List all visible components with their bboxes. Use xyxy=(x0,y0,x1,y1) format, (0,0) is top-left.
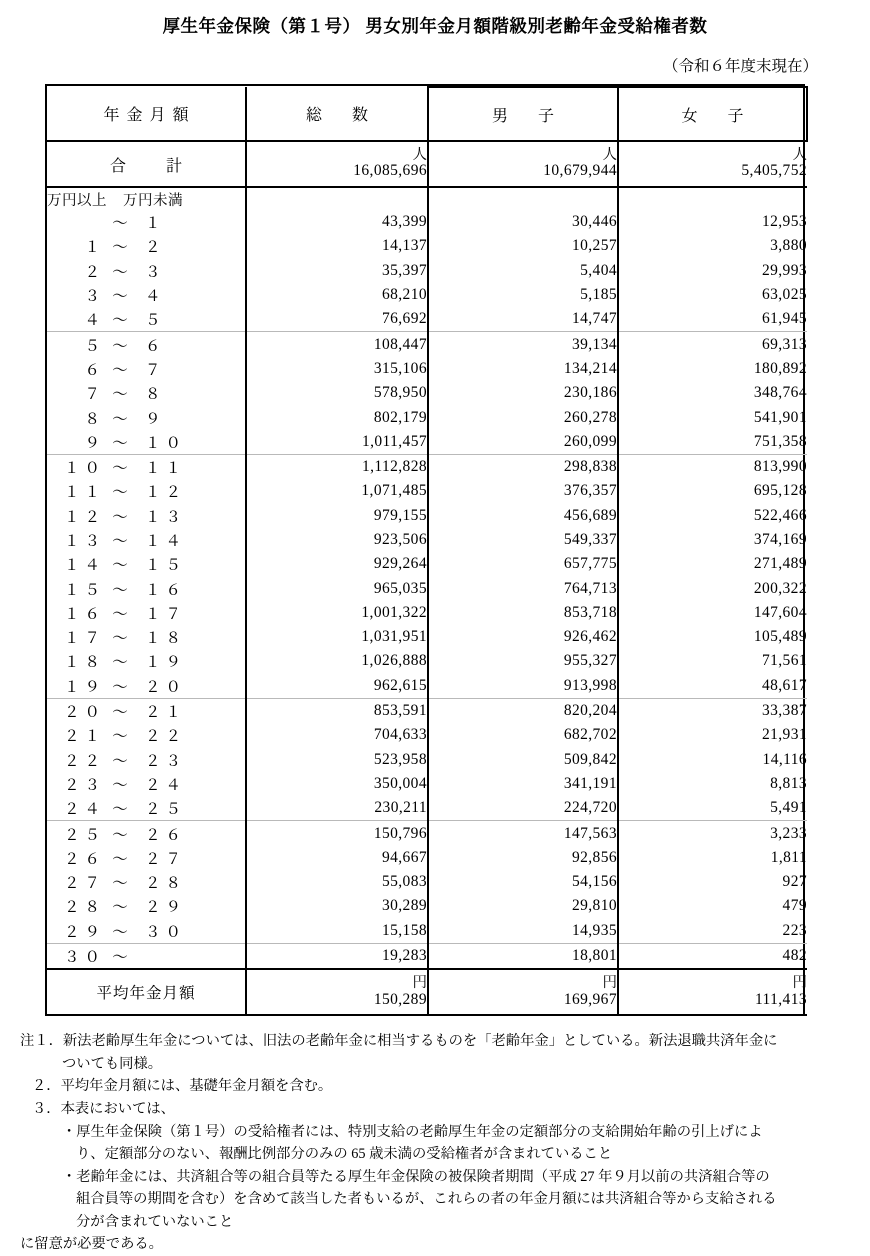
cell-male: 260,278 xyxy=(428,405,618,429)
range-lower-bound: １５ xyxy=(63,581,105,599)
table-row xyxy=(47,528,807,552)
grand-total-label: 合 計 xyxy=(47,141,246,187)
range-tilde: 〜 xyxy=(112,263,128,281)
cell-total: 962,615 xyxy=(246,674,428,699)
cell-total: 1,071,485 xyxy=(246,479,428,503)
range-lower-bound: １４ xyxy=(63,557,105,575)
cell-male: 10,257 xyxy=(428,234,618,258)
table-row xyxy=(47,625,807,649)
cell-male: 853,718 xyxy=(428,601,618,625)
table-row xyxy=(47,674,807,699)
range-upper-bound: ２５ xyxy=(145,801,187,819)
table-row xyxy=(47,381,807,405)
range-tilde: 〜 xyxy=(112,949,128,967)
cell-male: 764,713 xyxy=(428,576,618,600)
range-lower-bound: １８ xyxy=(63,654,105,672)
range-upper-bound: １０ xyxy=(145,434,187,452)
range-upper-bound: １４ xyxy=(145,533,187,550)
table-row xyxy=(47,234,807,258)
unit-yen-female: 円 xyxy=(792,975,807,992)
row-range-label xyxy=(47,846,246,870)
unit-people-total: 人 xyxy=(412,147,427,164)
range-lower-bound: ２７ xyxy=(63,875,105,893)
row-range-label xyxy=(47,601,246,625)
range-upper-bound: ２２ xyxy=(145,728,187,746)
range-tilde: 〜 xyxy=(112,557,128,575)
cell-male: 509,842 xyxy=(428,748,618,772)
bracket-lower-unit: 万円以上 xyxy=(47,192,107,209)
range-tilde: 〜 xyxy=(112,460,128,478)
range-upper-bound: １ xyxy=(145,215,166,233)
table-row xyxy=(47,772,807,796)
cell-male: 260,099 xyxy=(428,430,618,455)
cell-male: 29,810 xyxy=(428,894,618,918)
cell-male: 134,214 xyxy=(428,357,618,381)
cell-total: 523,958 xyxy=(246,748,428,772)
range-upper-bound: ２３ xyxy=(145,752,187,770)
footnote-1-line-1: 注１．新法老齢厚生年金については、旧法の老齢年金に相当するものを「老齢年金」としている。新法退職共済年金に xyxy=(20,1033,778,1050)
range-lower-bound: １０ xyxy=(63,460,105,478)
table-row xyxy=(47,552,807,576)
cell-female: 751,358 xyxy=(618,430,807,455)
range-upper-bound: １６ xyxy=(145,581,187,599)
range-tilde: 〜 xyxy=(112,826,128,844)
cell-male: 549,337 xyxy=(428,528,618,552)
cell-male: 5,185 xyxy=(428,283,618,307)
cell-total: 55,083 xyxy=(246,870,428,894)
cell-male: 820,204 xyxy=(428,698,618,723)
footnote-1-line-2: ついても同様。 xyxy=(62,1055,163,1072)
cell-total: 979,155 xyxy=(246,504,428,528)
range-tilde: 〜 xyxy=(112,484,128,502)
range-tilde: 〜 xyxy=(112,410,128,428)
footnote-3: ３．本表においては、 xyxy=(32,1100,175,1117)
cell-total: 94,667 xyxy=(246,846,428,870)
range-lower-bound: ９ xyxy=(84,434,105,452)
table-row xyxy=(47,894,807,918)
average-female: 111,413 xyxy=(754,990,807,1008)
range-tilde: 〜 xyxy=(112,434,128,452)
range-lower-bound: ２８ xyxy=(63,899,105,917)
row-range-label xyxy=(47,357,246,381)
row-range-label xyxy=(47,625,246,649)
table-row xyxy=(47,210,807,234)
value-total: 16,085,696 xyxy=(353,162,427,180)
footnotes xyxy=(10,1030,860,1256)
row-range-label xyxy=(47,576,246,600)
range-tilde: 〜 xyxy=(112,801,128,819)
as-of-date: （令和６年度末現在） xyxy=(662,58,818,75)
cell-male: 147,563 xyxy=(428,821,618,846)
cell-total: 43,399 xyxy=(246,210,428,234)
cell-total: 19,283 xyxy=(246,943,428,968)
row-range-label xyxy=(47,210,246,234)
cell-female: 147,604 xyxy=(618,601,807,625)
table-row xyxy=(47,332,807,357)
range-tilde: 〜 xyxy=(112,875,128,893)
table-row xyxy=(47,723,807,747)
range-tilde: 〜 xyxy=(112,288,128,306)
range-lower-bound: ３ xyxy=(84,288,105,306)
row-range-label xyxy=(47,234,246,258)
range-lower-bound: ２ xyxy=(84,263,105,281)
bracket-unit-header-row xyxy=(47,187,807,210)
cell-female: 200,322 xyxy=(618,576,807,600)
range-upper-bound: ６ xyxy=(145,337,166,355)
table-row xyxy=(47,479,807,503)
row-range-label xyxy=(47,307,246,332)
cell-female: 48,617 xyxy=(618,674,807,699)
cell-total: 929,264 xyxy=(246,552,428,576)
cell-female: 1,811 xyxy=(618,846,807,870)
unit-yen-male: 円 xyxy=(602,975,617,992)
range-upper-bound: １１ xyxy=(145,460,187,478)
cell-total: 923,506 xyxy=(246,528,428,552)
range-lower-bound: ２９ xyxy=(63,923,105,941)
cell-male: 682,702 xyxy=(428,723,618,747)
table-row xyxy=(47,698,807,723)
row-range-label xyxy=(47,772,246,796)
range-upper-bound: ８ xyxy=(145,386,166,404)
cell-male: 341,191 xyxy=(428,772,618,796)
row-range-label xyxy=(47,894,246,918)
cell-female: 12,953 xyxy=(618,210,807,234)
grand-total-value-male xyxy=(428,141,618,187)
footnote-2: ２．平均年金月額には、基礎年金月額を含む。 xyxy=(32,1078,333,1095)
cell-total: 853,591 xyxy=(246,698,428,723)
table-row xyxy=(47,504,807,528)
cell-male: 376,357 xyxy=(428,479,618,503)
cell-total: 704,633 xyxy=(246,723,428,747)
cell-female: 105,489 xyxy=(618,625,807,649)
range-upper-bound: １９ xyxy=(145,654,187,672)
table-row xyxy=(47,430,807,455)
table-row xyxy=(47,576,807,600)
table-row xyxy=(47,821,807,846)
range-tilde: 〜 xyxy=(112,605,128,623)
cell-female: 223 xyxy=(618,919,807,944)
table-row xyxy=(47,454,807,479)
row-range-label xyxy=(47,723,246,747)
range-lower-bound: ６ xyxy=(84,361,105,379)
unit-people-male: 人 xyxy=(602,147,617,164)
footnote-conclusion: に留意が必要である。 xyxy=(20,1236,163,1253)
row-range-label xyxy=(47,919,246,944)
cell-female: 61,945 xyxy=(618,307,807,332)
range-upper-bound: ７ xyxy=(145,361,166,379)
cell-total: 802,179 xyxy=(246,405,428,429)
column-header-female: 女 子 xyxy=(618,87,807,141)
range-tilde: 〜 xyxy=(112,215,128,233)
range-tilde: 〜 xyxy=(112,337,128,355)
row-range-label xyxy=(47,504,246,528)
range-lower-bound: ８ xyxy=(84,410,105,428)
range-lower-bound: ３０ xyxy=(63,949,105,967)
table-row xyxy=(47,846,807,870)
cell-total: 108,447 xyxy=(246,332,428,357)
row-range-label xyxy=(47,259,246,283)
range-upper-bound: １２ xyxy=(145,484,187,502)
range-lower-bound: １ xyxy=(84,239,105,257)
range-upper-bound: ２０ xyxy=(145,678,187,696)
range-upper-bound: ３０ xyxy=(145,923,187,941)
row-range-label xyxy=(47,332,246,357)
range-lower-bound: １９ xyxy=(63,678,105,696)
column-header-total: 総 数 xyxy=(246,87,428,141)
table-row xyxy=(47,748,807,772)
range-upper-bound: １５ xyxy=(145,557,187,575)
unit-yen-total: 円 xyxy=(412,975,427,992)
cell-female: 180,892 xyxy=(618,357,807,381)
footnote-3-bullet-2-line-3: 分が含まれていないこと xyxy=(76,1213,234,1230)
cell-male: 39,134 xyxy=(428,332,618,357)
range-lower-bound: １２ xyxy=(63,508,105,526)
cell-male: 230,186 xyxy=(428,381,618,405)
cell-total: 35,397 xyxy=(246,259,428,283)
cell-total: 1,031,951 xyxy=(246,625,428,649)
row-range-label xyxy=(47,454,246,479)
cell-female: 541,901 xyxy=(618,405,807,429)
footnote-3-bullet-2-line-1: ・老齢年金には、共済組合等の組合員等たる厚生年金保険の被保険者期間（平成 27 年９月以前の共済組合等の xyxy=(62,1168,770,1185)
cell-total: 1,011,457 xyxy=(246,430,428,455)
table-row xyxy=(47,649,807,673)
range-tilde: 〜 xyxy=(112,923,128,941)
range-lower-bound: ２０ xyxy=(63,704,105,722)
cell-total: 15,158 xyxy=(246,919,428,944)
range-tilde: 〜 xyxy=(112,533,128,550)
cell-female: 21,931 xyxy=(618,723,807,747)
cell-male: 456,689 xyxy=(428,504,618,528)
range-lower-bound: ７ xyxy=(84,386,105,404)
footnote-3-bullet-1-line-1: ・厚生年金保険（第１号）の受給権者には、特別支給の老齢厚生年金の定額部分の支給開始年齢の引上げによ xyxy=(62,1123,763,1140)
range-lower-bound: １３ xyxy=(63,533,105,550)
cell-total: 350,004 xyxy=(246,772,428,796)
range-tilde: 〜 xyxy=(112,752,128,770)
range-upper-bound: ２６ xyxy=(145,826,187,844)
table-body xyxy=(47,210,807,968)
range-lower-bound: １７ xyxy=(63,630,105,648)
range-tilde: 〜 xyxy=(112,386,128,404)
cell-male: 14,747 xyxy=(428,307,618,332)
row-range-label xyxy=(47,698,246,723)
cell-male: 657,775 xyxy=(428,552,618,576)
table-header-row xyxy=(47,87,807,141)
cell-female: 522,466 xyxy=(618,504,807,528)
average-value-total xyxy=(246,969,428,1015)
range-lower-bound: ５ xyxy=(84,337,105,355)
range-tilde: 〜 xyxy=(112,630,128,648)
table-row xyxy=(47,405,807,429)
column-header-pension-amount: 年金月額 xyxy=(47,87,246,141)
cell-female: 482 xyxy=(618,943,807,968)
cell-male: 14,935 xyxy=(428,919,618,944)
cell-total: 578,950 xyxy=(246,381,428,405)
row-range-label xyxy=(47,405,246,429)
average-label: 平均年金月額 xyxy=(47,969,246,1015)
cell-female: 3,233 xyxy=(618,821,807,846)
page-title: 厚生年金保険（第１号） 男女別年金月額階級別老齢年金受給権者数 xyxy=(162,16,708,36)
cell-male: 92,856 xyxy=(428,846,618,870)
bracket-unit-header xyxy=(47,187,246,210)
cell-female: 63,025 xyxy=(618,283,807,307)
column-header-male: 男 子 xyxy=(428,87,618,141)
cell-male: 298,838 xyxy=(428,454,618,479)
cell-female: 14,116 xyxy=(618,748,807,772)
footnote-3-bullet-2-line-2: 組合員等の期間を含む）を含めて該当した者もいるが、これらの者の年金月額には共済組合等から支給される xyxy=(76,1191,777,1208)
row-range-label xyxy=(47,748,246,772)
range-tilde: 〜 xyxy=(112,850,128,868)
cell-male: 30,446 xyxy=(428,210,618,234)
range-lower-bound: ２５ xyxy=(63,826,105,844)
table-row xyxy=(47,919,807,944)
range-tilde: 〜 xyxy=(112,581,128,599)
row-range-label xyxy=(47,943,246,968)
cell-male: 54,156 xyxy=(428,870,618,894)
cell-total: 230,211 xyxy=(246,796,428,821)
value-male: 10,679,944 xyxy=(543,162,617,180)
table-row xyxy=(47,357,807,381)
cell-male: 955,327 xyxy=(428,649,618,673)
cell-female: 8,813 xyxy=(618,772,807,796)
range-upper-bound: １７ xyxy=(145,605,187,623)
row-range-label xyxy=(47,870,246,894)
cell-total: 76,692 xyxy=(246,307,428,332)
range-lower-bound: ２３ xyxy=(63,776,105,794)
range-tilde: 〜 xyxy=(112,728,128,746)
cell-female: 71,561 xyxy=(618,649,807,673)
cell-total: 68,210 xyxy=(246,283,428,307)
cell-female: 33,387 xyxy=(618,698,807,723)
average-value-female xyxy=(618,969,807,1015)
range-tilde: 〜 xyxy=(112,508,128,526)
average-row xyxy=(47,969,807,1015)
table-row xyxy=(47,307,807,332)
grand-total-row xyxy=(47,141,807,187)
row-range-label xyxy=(47,283,246,307)
bracket-upper-unit: 万円未満 xyxy=(123,192,183,209)
range-upper-bound: ２８ xyxy=(145,875,187,893)
range-lower-bound: ２６ xyxy=(63,850,105,868)
row-range-label xyxy=(47,479,246,503)
average-value-male xyxy=(428,969,618,1015)
footnote-3-bullet-1-line-2: り、定額部分のない、報酬比例部分のみの 65 歳未満の受給権者が含まれていること xyxy=(76,1146,613,1163)
cell-total: 14,137 xyxy=(246,234,428,258)
range-tilde: 〜 xyxy=(112,361,128,379)
row-range-label xyxy=(47,821,246,846)
row-range-label xyxy=(47,430,246,455)
range-lower-bound: １１ xyxy=(63,484,105,502)
row-range-label xyxy=(47,796,246,821)
table-row xyxy=(47,259,807,283)
cell-female: 5,491 xyxy=(618,796,807,821)
cell-female: 813,990 xyxy=(618,454,807,479)
cell-female: 479 xyxy=(618,894,807,918)
cell-total: 150,796 xyxy=(246,821,428,846)
cell-female: 927 xyxy=(618,870,807,894)
range-upper-bound: ４ xyxy=(145,288,166,306)
bracket-spacer-total xyxy=(246,187,428,210)
range-upper-bound: １８ xyxy=(145,630,187,648)
cell-female: 695,128 xyxy=(618,479,807,503)
range-lower-bound: １６ xyxy=(63,605,105,623)
range-upper-bound: ２４ xyxy=(145,776,187,794)
value-female: 5,405,752 xyxy=(741,162,807,180)
row-range-label xyxy=(47,649,246,673)
cell-total: 30,289 xyxy=(246,894,428,918)
range-tilde: 〜 xyxy=(112,704,128,722)
table-row xyxy=(47,943,807,968)
row-range-label xyxy=(47,381,246,405)
table-row xyxy=(47,870,807,894)
range-tilde: 〜 xyxy=(112,239,128,257)
cell-total: 1,026,888 xyxy=(246,649,428,673)
cell-total: 1,112,828 xyxy=(246,454,428,479)
range-lower-bound: ２１ xyxy=(63,728,105,746)
range-lower-bound: ２４ xyxy=(63,801,105,819)
bracket-spacer-male xyxy=(428,187,618,210)
cell-male: 926,462 xyxy=(428,625,618,649)
cell-female: 3,880 xyxy=(618,234,807,258)
pension-distribution-table xyxy=(47,86,808,1016)
average-total: 150,289 xyxy=(373,990,427,1008)
range-lower-bound: ４ xyxy=(84,312,105,330)
cell-female: 348,764 xyxy=(618,381,807,405)
cell-female: 271,489 xyxy=(618,552,807,576)
table-row xyxy=(47,283,807,307)
cell-total: 315,106 xyxy=(246,357,428,381)
row-range-label xyxy=(47,528,246,552)
row-range-label xyxy=(47,552,246,576)
statistics-table-wrapper xyxy=(45,84,805,1016)
range-upper-bound: ５ xyxy=(145,312,166,330)
cell-total: 1,001,322 xyxy=(246,601,428,625)
table-row xyxy=(47,796,807,821)
range-upper-bound: ９ xyxy=(145,410,166,428)
unit-people-female: 人 xyxy=(792,147,807,164)
cell-male: 18,801 xyxy=(428,943,618,968)
range-upper-bound: ２ xyxy=(145,239,166,257)
range-tilde: 〜 xyxy=(112,899,128,917)
cell-female: 29,993 xyxy=(618,259,807,283)
cell-female: 374,169 xyxy=(618,528,807,552)
range-upper-bound: ３ xyxy=(145,263,166,281)
range-lower-bound: ２２ xyxy=(63,752,105,770)
cell-male: 913,998 xyxy=(428,674,618,699)
range-tilde: 〜 xyxy=(112,776,128,794)
range-tilde: 〜 xyxy=(112,654,128,672)
row-range-label xyxy=(47,674,246,699)
table-row xyxy=(47,601,807,625)
cell-female: 69,313 xyxy=(618,332,807,357)
cell-male: 224,720 xyxy=(428,796,618,821)
average-male: 169,967 xyxy=(563,990,617,1008)
grand-total-value-female xyxy=(618,141,807,187)
grand-total-value-total xyxy=(246,141,428,187)
range-upper-bound: １３ xyxy=(145,508,187,526)
cell-total: 965,035 xyxy=(246,576,428,600)
range-upper-bound: ２９ xyxy=(145,899,187,917)
cell-male: 5,404 xyxy=(428,259,618,283)
range-tilde: 〜 xyxy=(112,312,128,330)
range-upper-bound: ２７ xyxy=(145,850,187,868)
bracket-spacer-female xyxy=(618,187,807,210)
range-upper-bound: ２１ xyxy=(145,704,187,722)
range-tilde: 〜 xyxy=(112,678,128,696)
